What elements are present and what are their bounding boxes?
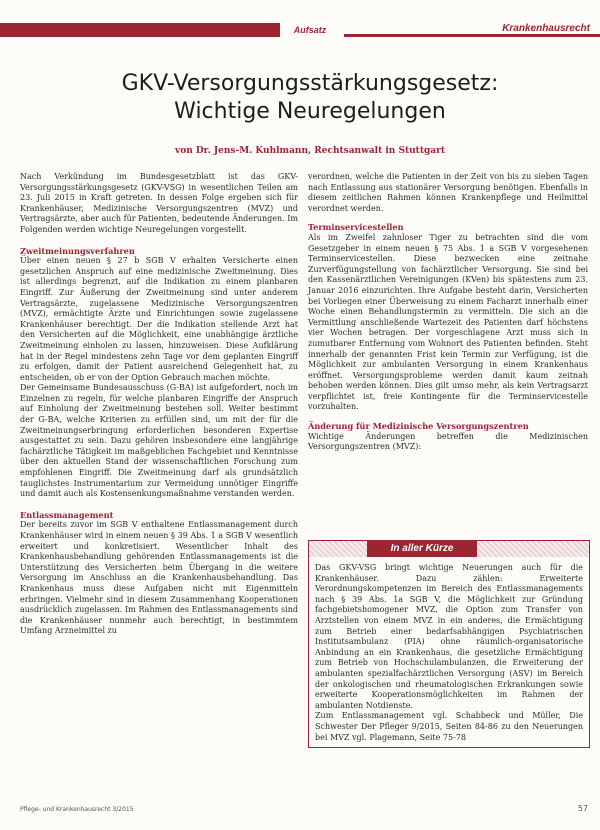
summary-box-header	[309, 541, 589, 557]
paragraph: Wichtige Änderungen betreffen die Medizinischen Versorgungszentren (MVZ):	[308, 431, 588, 452]
section-heading-mvz: Änderung für Medizinische Versorgungszentren	[308, 421, 529, 432]
summary-reference: Zum Entlassmanagement vgl. Schabbeck und Müller, Die Schwester Der Pfleger 9/2015, Seiten 84-86 zu den Neuerungen bei MVZ vgl. Plagemann, Seite 75-78	[315, 711, 583, 742]
title-line-1: GKV-Versorgungsstärkungsgesetz:	[121, 71, 499, 96]
paragraph: verordnen, welche die Patienten in der Zeit von bis zu sieben Tagen nach Entlassung aus stationärer Versorgung benötigen. Ebenfalls in diesem zeitlichen Rahmen können Krankenpflege und Heilmittel verordnet werden.	[308, 172, 588, 213]
section-heading-terminservice: Terminservicestellen	[308, 222, 404, 233]
summary-box-title: In aller Kürze	[367, 541, 477, 557]
section-heading-zweitmeinung: Zweitmeinungsverfahren	[20, 245, 135, 256]
intro-paragraph: Nach Verkündung im Bundesgesetzblatt ist das GKV-Versorgungsstärkungsgesetz (GKV-VSG) in wesentlichen Teilen am 23. Juli 2015 in Kraft getreten. In dessen Folge ergeben sich für Krankenhäuser, Medizinische Versorgungszentren (MVZ) und Vertragsärzte, aber auch für Patienten, bedeutende Änderungen. Im Folgenden werden wichtige Neuregelungen vorgestellt.	[20, 172, 298, 234]
summary-box	[308, 540, 590, 748]
header-rule	[344, 34, 600, 37]
header-bar-left	[0, 23, 280, 37]
title-line-2: Wichtige Neuregelungen	[174, 99, 446, 124]
paragraph: Als im Zweifel zahnloser Tiger zu betrachten sind die vom Gesetzgeber in einem neuen § 75 Abs. 1 a SGB V vorgesehenen Terminservicestellen. Diese bezwecken eine zeitnahe Zurverfügungstellung von fachärztlicher Versorgung. Sie sind bei den Kassenärztlichen Vereinigungen (KVen) bis spätestens zum 23. Januar 2016 einzurichten. Ihre Aufgabe besteht darin, Versicherten bei Vorliegen einer Überweisung zu einem Facharzt innerhalb einer Woche einen Behandlungstermin zu vermitteln. Die sich an die Vermittlung anschließende Wartezeit des Patienten darf höchstens vier Wochen betragen. Der vorgeschlagene Arzt muss sich in zumutbarer Entfernung vom Wohnort des Patienten befinden. Steht innerhalb der genannten Frist kein Termin zur Verfügung, ist die Möglichkeit zur ambulanten Versorgung in einem Krankenhaus eröffnet. Versorgungsprobleme werden damit kaum zeitnah behoben werden können. Dies gilt umso mehr, als kein Vertragsarzt verpflichtet ist, freie Kontingente für die Terminservicestelle vorzuhalten.	[308, 232, 588, 412]
byline: von Dr. Jens-M. Kuhlmann, Rechtsanwalt in Stuttgart	[174, 146, 446, 156]
summary-paragraph: Das GKV-VSG bringt wichtige Neuerungen auch für die Krankenhäuser. Dazu zählen: Erweiterte Verordnungskompetenzen im Bereich des Entlassmanagements nach § 39 Abs. 1a SGB V, die Möglichkeit zur Gründung fachgebietshomogener MVZ, die Option zum Transfer von Arztstellen von einem MVZ in ein anderes, die Ermächtigung zum Betrieb einer bedarfsabhängigen Psychiatrischen Institutsambulanz (PIA) ohne räumlich-organisatorische Anbindung an ein Krankenhaus, die gesetzliche Ermächtigung zum Betrieb von Hochschulambulanzen, die Erweiterung der ambulanten spezialfachärztlichen Versorgung (ASV) im Bereich der onkologischen und rheumatologischen Erkrankungen sowie erweiterte Kooperationsmöglichkeiten im Rahmen der ambulanten Notdienste.	[315, 563, 583, 710]
footer-journal: Pflege- und Krankenhausrecht 3/2015	[20, 806, 134, 813]
section-heading-entlassmanagement: Entlassmanagement	[20, 509, 114, 520]
article-title	[80, 70, 540, 126]
paragraph: Der bereits zuvor im SGB V enthaltene Entlassmanagement durch Krankenhäuser wird in einem neuen § 39 Abs. 1 a SGB V wesentlich erweitert und konkretisiert. Wesentlicher Inhalt des Krankenhausbehandlung gehörenden Entlassmanagements ist die Unterstützung des Versicherten beim Übergang in die weitere Versorgung im Anschluss an die Krankenhausbehandlung. Das Krankenhaus muss diese Aufgaben nicht mit Eigenmitteln erbringen. Vielmehr sind in diesem Zusammenhang Kooperationen ausdrücklich zugelassen. Im Rahmen des Entlassmanagements sind die Krankenhäuser nunmehr auch berechtigt, in bestimmtem Umfang Arzneimittel zu	[20, 520, 298, 636]
page-number: 57	[577, 804, 588, 813]
summary-box-body	[309, 557, 589, 747]
paragraph: Über einen neuen § 27 b SGB V erhalten Versicherte einen gesetzlichen Anspruch auf eine medizinische Zweitmeinung. Dies ist allerdings begrenzt, auf die Indikation zu einem planbaren Eingriff. Zur Äußerung der Zweitmeinung sind unter anderem Vertragsärzte, zugelassene Medizinische Versorgungszentren (MVZ), ermächtigte Ärzte und Einrichtungen sowie zugelassene Krankenhäuser berechtigt. Der die Indikation stellende Arzt hat den Versicherten auf die Möglichkeit, eine unabhängige ärztliche Zweitmeinung einholen zu lassen, hinzuweisen. Diese Aufklärung hat in der Regel mindestens zehn Tage vor dem geplanten Eingriff zu erfolgen, damit der Patient ausreichend Gelegenheit hat, zu entscheiden, ob er von der Option Gebrauch machen möchte.	[20, 256, 298, 382]
header-bar-right	[344, 23, 600, 37]
left-column	[20, 172, 298, 637]
right-column	[308, 172, 588, 453]
section-tab: Aufsatz	[293, 25, 327, 35]
paragraph: Der Gemeinsame Bundesausschuss (G-BA) ist aufgefordert, noch im Einzelnen zu regeln, für welche planbaren Eingriffe der Anspruch auf Einholung der Zweitmeinung bestehen soll. Weiter bestimmt der G-BA, welche Kriterien zu erfüllen sind, um mit der für die Zweitmeinungserbringung erforderlichen besonderen Expertise ausgestattet zu sein. Dazu gehören insbesondere eine langjährige fachärztliche Tätigkeit im maßgeblichen Fachgebiet und Kenntnisse über den aktuellen Stand der wissenschaftlichen Forschung zum empfohlenen Eingriff. Die Zweitmeinung darf als grundsätzlich tauglichstes Instrumentarium zur Vermeidung unnötiger Eingriffe und damit auch als Kostensenkungsmaßnahme verstanden werden.	[20, 383, 298, 499]
category-label: Krankenhausrecht	[502, 23, 590, 34]
